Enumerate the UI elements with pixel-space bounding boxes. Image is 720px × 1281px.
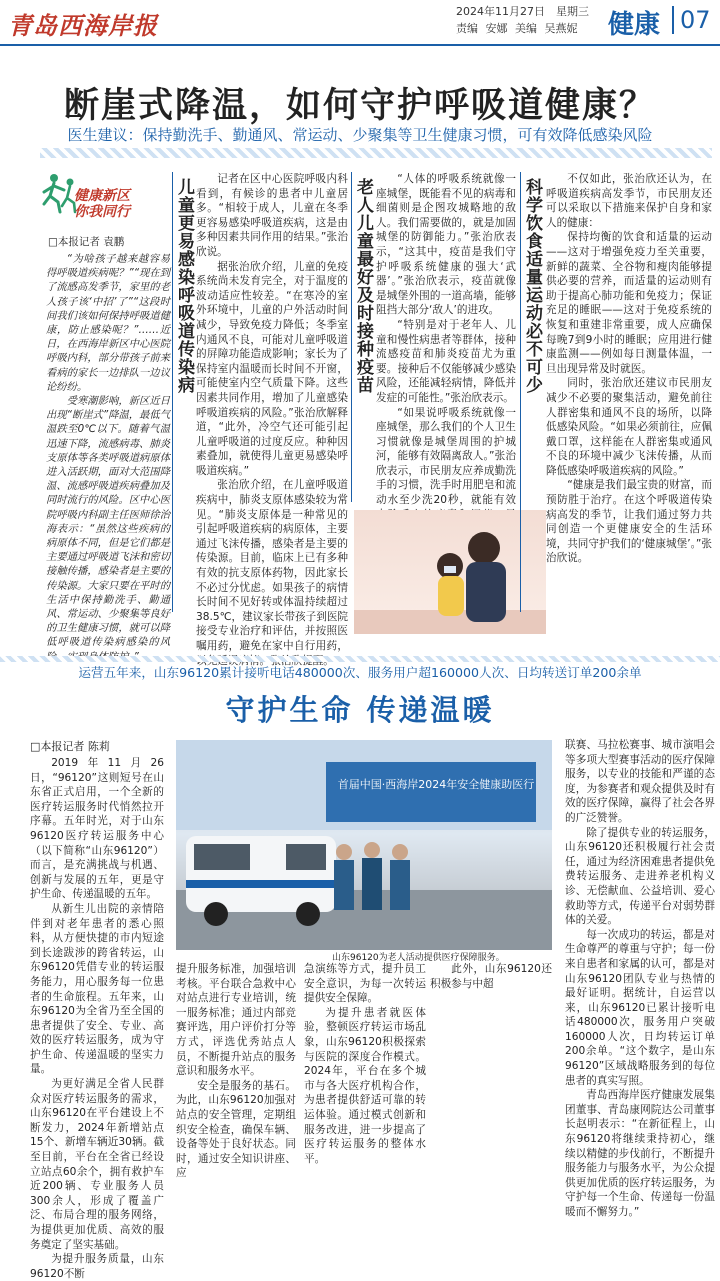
paragraph: 张治欣介绍，在儿童呼吸道疾病中，肺炎支原体感染较为常见。“肺炎支原体是一种常见的引起呼吸道疾病的病原体，主要通过飞沫传播，感染者是主要的传染源。目前，临床上已有多种有效的抗支原体药物，因此家长不必过分忧虑。如果孩子的病情长时间不见好转或体温持续超过38.5℃，建议家长带孩子到医院接受专业治疗和评估，并按照医嘱用药，避免在家中自行用药， (196, 479, 349, 652)
intro-paragraph: 受寒潮影响，新区近日出现“断崖式”降温，最低气温跌至0℃以下。随着气温迅速下降，流感病毒、肺炎支原体等各类呼吸道病原体进入活跃期，面对大范围降温、流感呼吸道疾病叠加及同时流行的风险。区中心医院呼吸内科副主任医师徐治海表示：“虽然这些疾病的病原体不同，但是它们都是主要通过呼吸道飞沫和密切接触传播，感染者是主要的传染源。大家只要在平时的生活中保持勤洗手、勤通风、常运动、少聚集等良好的卫生健康习惯，就可以降低呼吸道传染病感染的风 (46, 395, 170, 649)
paragraph: “特别是对于老年人、儿童和慢性病患者等群体，接种流感疫苗和肺炎疫苗尤为重要。接种后不仅能够减少感染风险，还能减轻病情，降低并发症的可能性。”张治欣表示。 (376, 318, 516, 404)
section-heading-diet: 科学饮食适量运动必不可少 (522, 178, 542, 394)
ambulance-scene-illustration (176, 740, 552, 950)
paragraph: 急演练等方式，提升员工安全意识，为每一次转运提供安全保障。 (304, 963, 426, 1005)
paragraph: 从新生儿出院的亲情陪伴到对老年患者的悉心照料，从方便快捷的市内短途到长途跋涉的跨省转运，山东96120凭借专业的转运服务能力，用心服务每一位患者的生命旅程。五年来，山东96120为全省乃至全国的患者提供了安全、专业、高效的医疗转运服务，成为守护生命、传递温暖的坚实力量。 (30, 902, 164, 1076)
section-b-body (376, 172, 516, 507)
photo-caption: 山东96120为老人活动提供医疗保障服务。 (332, 953, 505, 963)
section-a-body (196, 172, 349, 652)
paragraph: 同时，张治欣还建议市民朋友减少不必要的聚集活动，避免前往人群密集和通风不良的场所，以降低感染风险。“如果必须前往，应佩戴口罩，这样能在人群密集或通风不良的环境中减少飞沫传播，从而降低感染呼吸道疾病的风险。” (546, 377, 712, 477)
paragraph: 不仅如此，张治欣还认为，在呼吸道疾病高发季节，市民朋友还可以采取以下措施来保护自身和家人的健康： (546, 173, 712, 229)
column-divider (520, 172, 521, 612)
column-divider (172, 172, 173, 612)
paragraph: “人体的呼吸系统就像一座城堡，既能看不见的病毒和细菌则是企图攻城略地的敌人。我们需要做的，就是加固城堡的防御能力。”张治欣表示，“这其中，疫苗是我们守护呼吸系统健康的强大‘武器’。”张治欣表示，疫苗就像是城堡外围的一道高墙，能够阻挡大部分‘敌人’的进攻。 (376, 173, 516, 317)
article2-col4 (430, 962, 552, 1092)
paragraph: 为提升服务质量，山东96120不断 (30, 1253, 164, 1280)
article1-intro (46, 252, 170, 649)
paragraph: 青岛西海岸医疗健康发展集团董事、青岛康网院达公司董事长赵明表示：“在新征程上，山东96120将继续秉持初心，继续以精健的步伐前行，不断提升服务能力与服务水平，为公众提供更加优质的医疗转运服务，为守护每一个生命、传递每一份温暖而不懈努力。” (565, 1089, 715, 1218)
issue-date: 2024年11月27日 (456, 5, 545, 18)
section-heading-elders: 老人儿童最好及时接种疫苗 (353, 178, 373, 394)
intro-paragraph: “为啥孩子越来越容易得呼吸道疾病呢？”“现在到了流感高发季节，家里的老人孩子该‘中招’了”“这段时间我们该如何保持呼吸道健康，防止感染呢？”……近日，在西海岸新区中心医院呼吸内科，部分带孩子前来看病的家长一边排队一边议论纷纷。 (46, 253, 170, 393)
section-c-body (546, 172, 712, 612)
section-title: 健康 (608, 10, 661, 40)
reporter-byline: □本报记者 袁鹏 (48, 236, 125, 248)
paragraph: 记者在区中心医院呼吸内科看到，有候诊的患者中儿童居多。“相较于成人，儿童在冬季更容易感染呼吸道疾病，这是由多种因素共同作用的结果。”张治欣说。 (196, 173, 348, 258)
article1-subhead: 医生建议：保持勤洗手、勤通风、常运动、少聚集等卫生健康习惯，可有效降低感染风险 (67, 126, 653, 144)
page-number: 07 (672, 6, 711, 34)
paragraph: 为提升患者就医体验，整顿医疗转运市场乱象，山东96120积极探索与医院的深度合作模式。2024年，平台在多个城市与各大医疗机构合作，为患者提供舒适可靠的转运体验。通过模式创新和服务改进，进一步提高了医疗转运服务的整体水平。 (304, 1006, 426, 1165)
mother-child-illustration (354, 510, 546, 634)
article1-headline: 断崖式降温，如何守护呼吸道健康？ (63, 86, 656, 126)
article2-subhead: 运营五年来，山东96120累计接听电话480000次、服务用户超160000人次、日均转送订单200余单 (78, 665, 642, 680)
article2-col3 (304, 962, 426, 1165)
photo-ambulance-team (176, 740, 552, 950)
paragraph: 每一次成功的转运，都是对生命尊严的尊重与守护；每一份来自患者和家属的认可，都是对山东96120团队专业与热情的最好证明。据统计，自运营以来，山东96120已累计接听电话480000次，服务用户突破160000人次，日均转运订单200余单。“这个数字，是山东96120”区域战略服务到的每位患者的真实写照。 (565, 928, 715, 1087)
article2-col1 (30, 756, 164, 1280)
paragraph: 除了提供专业的转运服务，山东96120还积极履行社会责任，通过为经济困难患者提供免费转运服务、走进养老机构义诊、无偿献血、公益培训、爱心救助等方式，传递平台对弱势群体的关爱。 (565, 826, 715, 927)
issue-weekday: 星期三 (556, 5, 589, 18)
section-heading-children: 儿童更易感染呼吸道传染病 (174, 178, 194, 394)
article2-col2 (176, 962, 296, 1180)
newspaper-logo: 青岛西海岸报 (8, 11, 158, 40)
decorative-band (40, 148, 712, 158)
brand-slogan: 健康新区 你我同行 (74, 188, 130, 220)
paragraph: “健康是我们最宝贵的财富，而预防胜于治疗。在这个呼吸道传染病高发的季节，让我们通过努力共同创造一个更健康安全的生活环境，共同守护我们的‘健康城堡’。”张治欣说。 (546, 479, 712, 565)
paragraph: 2019年11月26日，“96120”这则短号在山东省正式启用，一个全新的医疗转运服务时代悄然拉开序幕。五年时光，对于山东96120医疗转运服务中心（以下简称“山东96120”）而言，是充满挑战与机遇、创新与发展的五年，更是守护生命、传递温暖的五年。 (30, 757, 164, 901)
reporter-byline: □本报记者 陈莉 (30, 740, 110, 753)
event-banner-text: 首届中国·西海岸2024年安全健康助医行 (337, 778, 535, 791)
paragraph: 为更好满足全省人民群众对医疗转运服务的需求，山东96120在平台建设上不断发力，2024年新增站点15个、新增车辆近30辆。截至目前，平台在全省已经设立站点60余个，拥有救护车近200辆、专业服务人员300余人，形成了覆盖广泛、布局合理的服务网络，为提供更加优质、高效的服务奠定了坚实基础。 (30, 1078, 164, 1251)
editors-credit: 责编 安娜 美编 吴燕妮 (456, 22, 578, 35)
article2-col5 (565, 738, 715, 1218)
paragraph: 据张治欣介绍，儿童的免疫系统尚未发育完全，对于温度的波动适应性较差。“在寒冷的室外环境中，儿童的户外活动时间减少，导致免疫力降低；冬季室内通风不良，可能对儿童呼吸道的屏障功能造成影响；家长为了保持室内温暖而长时间不开窗，可能使室内空气质量下降。这些因素共同作用，增加了儿童感染呼吸道疾病的风险。”张治欣解释道，“此外，冷空气还可能引起儿童呼吸道的过度反应。种种因素叠加，就使得儿童更易感染呼吸道疾病。” (196, 260, 348, 477)
masthead (0, 0, 720, 46)
paragraph: 此外，山东96120还积极参与中超 (430, 963, 552, 990)
column-divider (351, 172, 352, 502)
article2-headline: 守护生命 传递温暖 (225, 693, 495, 727)
photo-mother-child (354, 510, 546, 634)
paragraph: “如果说呼吸系统就像一座城堡，那么我们的个人卫生习惯就像是城堡周围的护城河，能够有效隔离敌人。”张治欣表示，市民朋友应养成勤洗手的习惯，洗手时用肥皂和流动水至少洗20秒，就能有效 (376, 406, 516, 507)
paragraph: 保持均衡的饮食和适量的运动——这对于增强免疫力至关重要，新鲜的蔬菜、全谷物和瘦肉能够提供必要的营养，而适量的运动则有助于提高心肺功能和免疫力；保证充足的睡眠——这对于免疫系统的恢复和重建非常重要，成人应确保每晚7到9小时的睡眠；应用进行健康监测——例如每日测量体温，一旦出现异常及时就医。 (546, 231, 712, 375)
paragraph: 联赛、马拉松赛事、城市演唱会等多项大型赛事活动的医疗保障服务，以专业的技能和严谨的态度，为参赛者和观众提供及时有效的医疗保障，赢得了社会各界的广泛赞誉。 (565, 739, 715, 824)
paragraph: 安全是服务的基石。为此，山东96120加强对站点的安全管理，定期组织安全检查，确保车辆、设备等处于良好状态。同时，通过安全知识讲座、应 (176, 1079, 296, 1180)
paragraph: 提升服务标准，加强培训考核。平台联合急救中心对站点进行专业培训，统一服务标准；通过内部竞赛评选，用户评价打分等方式，评选优秀站点人员，不断提升站点的服务意识和服务水平。 (176, 963, 296, 1078)
